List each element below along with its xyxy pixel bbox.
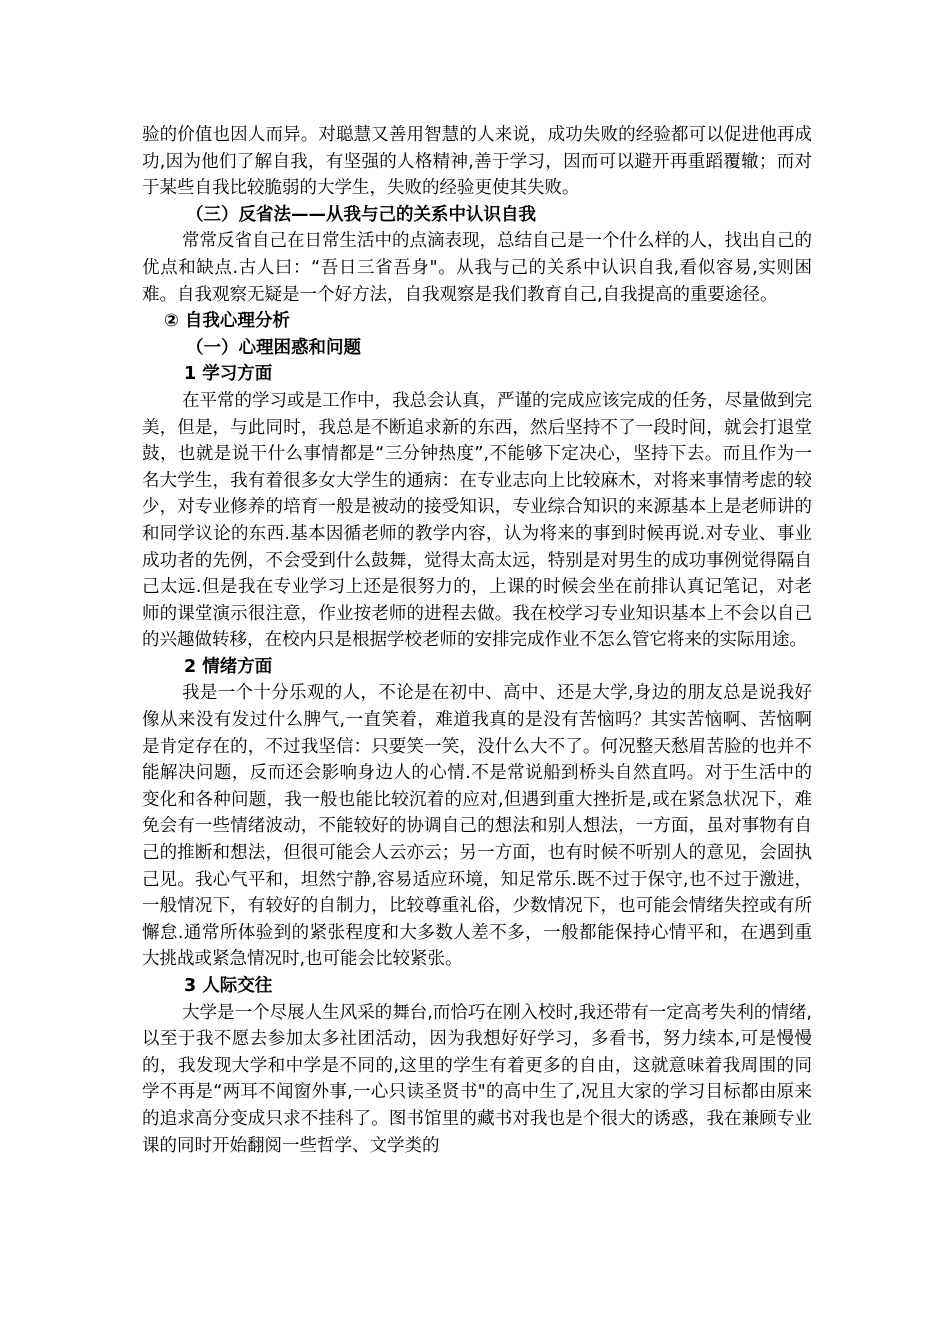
- section-heading: （一）心理困惑和问题: [186, 337, 361, 358]
- subsection-heading: 3 人际交往: [184, 976, 273, 996]
- subsection-heading: 1 学习方面: [184, 364, 273, 385]
- body-paragraph: 我是一个十分乐观的人，不论是在初中、高中、还是大学,身边的朋友总是说我好像从来没有发过什么脾气,一直笑着，难道我真的是没有苦恼吗？其实苦恼啊、苦恼啊是肯定存在的，不过我坚信：只要笑一笑，没什么大不了。何况整天愁眉苦脸的也并不能解决问题，反而还会影响身边人的心情.不是常说船到桥头自然直吗。对于生活中的变化和各种问题，我一般也能比较沉着的应对,但遇到重大挫折是,或在紧急状况下，难免会有一些情绪波动，不能较好的协调自己的想法和别人想法，一方面，虽对事物有自己的推断和想法，但很可能会人云亦云；另一方面，也有时候不听别人的意见，会固执己见。我心气平和，坦然宁静,容易适应环境，知足常乐.既不过于保守,也不过于激进，一般情况下，有较好的自制力，比较尊重礼俗，少数情况下，也可能会情绪失控或有所懈怠.通常所体验到的紧张程度和大多数人差不多，一般都能保持心情平和，在遇到重大挑战或紧急情况时,也可能会比较紧张。: [142, 683, 812, 970]
- subsection-heading: 2 情绪方面: [184, 656, 273, 677]
- body-paragraph: 在平常的学习或是工作中，我总会认真，严谨的完成应该完成的任务，尽量做到完美，但是，与此同时，我总是不断追求新的东西，然后坚持不了一段时间，就会打退堂鼓，也就是说干什么事情都是“三分钟热度”,不能够下定决心，坚持下去。而且作为一名大学生，我有着很多女大学生的通病：在专业志向上比较麻木，对将来事情考虑的较少，对专业修养的培育一般是被动的接受知识，专业综合知识的来源基本上是老师讲的和同学议论的东西.基本因循老师的教学内容，认为将来的事到时候再说.对专业、事业成功者的先例，不会受到什么鼓舞，觉得太高太远，特别是对男生的成功事例觉得隔自己太远.但是我在专业学习上还是很努力的，上课的时候会坐在前排认真记笔记，对老师的课堂演示很注意，作业按老师的进程去做。我在校学习专业知识基本上不会以自己的兴趣做转移，在校内只是根据学校老师的安排完成作业不怎么管它将来的实际用途。: [142, 390, 812, 651]
- document-page: [142, 122, 812, 1159]
- body-paragraph: 大学是一个尽展人生风采的舞台,而恰巧在刚入校时,我还带有一定高考失利的情绪,以至于我不愿去参加太多社团活动，因为我想好好学习，多看书，努力续本,可是慢慢的，我发现大学和中学是不同的,这里的学生有着更多的自由，这就意味着我周围的同学不再是“两耳不闻窗外事,一心只读圣贤书"的高中生了,况且大家的学习目标都由原来的追求高分变成只求不挂科了。图书馆里的藏书对我也是个很大的诱惑，我在兼顾专业课的同时开始翻阅一些哲学、文学类的: [142, 1002, 812, 1156]
- body-paragraph: 验的价值也因人而异。对聪慧又善用智慧的人来说，成功失败的经验都可以促进他再成功,因为他们了解自我，有坚强的人格精神,善于学习，因而可以避开再重蹈覆辙；而对于某些自我比较脆弱的大学生，失败的经验更使其失败。: [142, 125, 812, 199]
- body-paragraph: 常常反省自己在日常生活中的点滴表现，总结自己是一个什么样的人，找出自己的优点和缺点.古人曰：“吾日三省吾身"。从我与己的关系中认识自我,看似容易,实则困难。自我观察无疑是一个好方法，自我观察是我们教育自己,自我提高的重要途径。: [142, 231, 812, 305]
- chapter-heading: ② 自我心理分析: [164, 311, 290, 332]
- section-heading: （三）反省法——从我与己的关系中认识自我: [186, 204, 536, 225]
